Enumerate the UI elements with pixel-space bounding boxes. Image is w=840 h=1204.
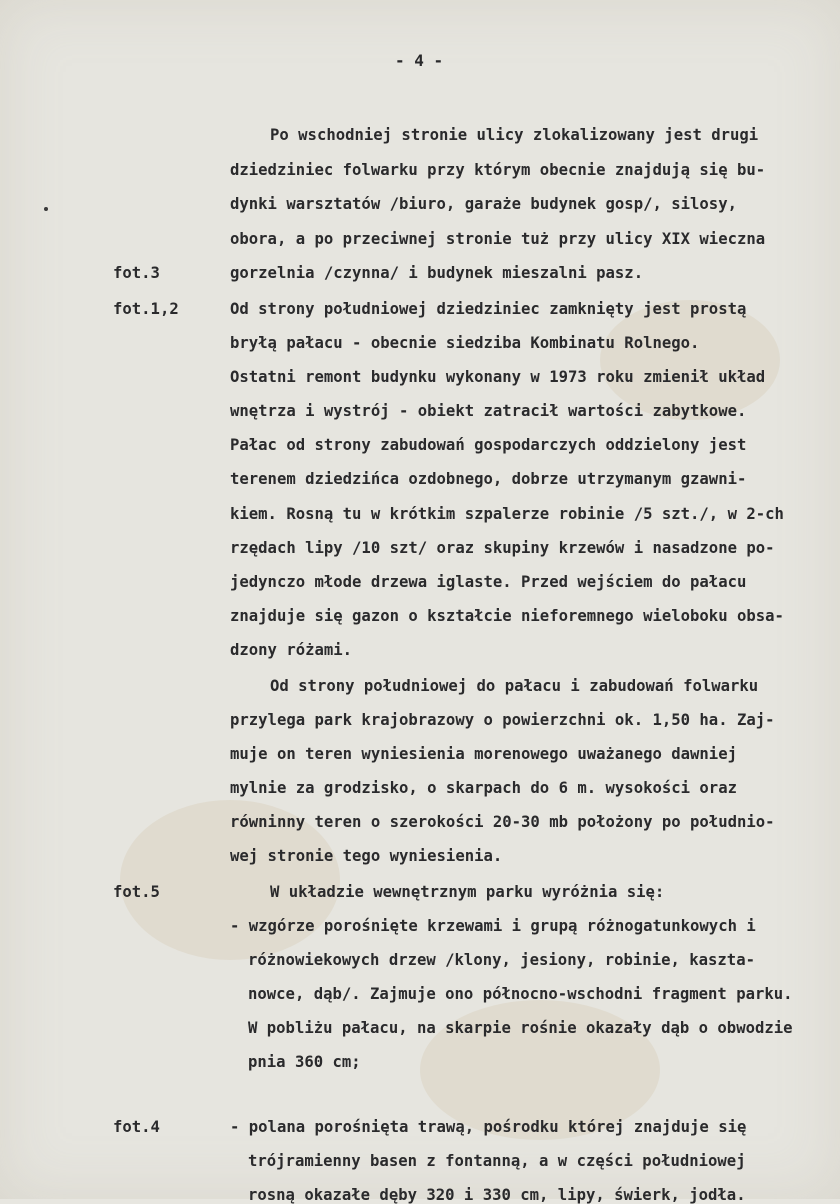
- text-line: muje on teren wyniesienia morenowego uważanego dawniej: [230, 745, 737, 763]
- margin-note-fot3: fot.3: [113, 264, 160, 282]
- text-line: kiem. Rosną tu w krótkim szpalerze robinie /5 szt./, w 2-ch: [230, 505, 784, 523]
- text-line: terenem dziedzińca ozdobnego, dobrze utrzymanym gzawni-: [230, 470, 747, 488]
- text-line: Od strony południowej do pałacu i zabudowań folwarku: [270, 677, 759, 695]
- text-line: W pobliżu pałacu, na skarpie rośnie okazały dąb o obwodzie: [248, 1019, 793, 1037]
- text-line: trójramienny basen z fontanną, a w części południowej: [248, 1152, 746, 1170]
- text-line: pnia 360 cm;: [248, 1053, 361, 1071]
- text-line: rzędach lipy /10 szt/ oraz skupiny krzewów i nasadzone po-: [230, 539, 775, 557]
- text-line: - polana porośnięta trawą, pośrodku której znajduje się: [230, 1118, 747, 1136]
- text-line: wnętrza i wystrój - obiekt zatracił wartości zabytkowe.: [230, 402, 747, 420]
- text-line: różnowiekowych drzew /klony, jesiony, robinie, kaszta-: [248, 951, 755, 969]
- margin-note-fot4: fot.4: [113, 1118, 160, 1136]
- text-line: Ostatni remont budynku wykonany w 1973 roku zmienił układ: [230, 368, 766, 386]
- margin-note-fot5: fot.5: [113, 883, 160, 901]
- text-line: Od strony południowej dziedziniec zamknięty jest prostą: [230, 300, 747, 318]
- text-line: obora, a po przeciwnej stronie tuż przy ulicy XIX wieczna: [230, 230, 766, 248]
- text-line: gorzelnia /czynna/ i budynek mieszalni pasz.: [230, 264, 644, 282]
- text-line: dynki warsztatów /biuro, garaże budynek gosp/, silosy,: [230, 195, 737, 213]
- page-number: - 4 -: [395, 51, 444, 70]
- text-line: Pałac od strony zabudowań gospodarczych oddzielony jest: [230, 436, 747, 454]
- ink-speck: [44, 207, 48, 211]
- text-line: znajduje się gazon o kształcie nieforemnego wieloboku obsa-: [230, 607, 784, 625]
- text-line: przylega park krajobrazowy o powierzchni ok. 1,50 ha. Zaj-: [230, 711, 775, 729]
- text-line: nowce, dąb/. Zajmuje ono północno-wschodni fragment parku.: [248, 985, 793, 1003]
- text-line: W układzie wewnętrznym parku wyróżnia się:: [270, 883, 665, 901]
- text-line: rosną okazałe dęby 320 i 330 cm, lipy, świerk, jodła.: [248, 1186, 746, 1204]
- margin-note-fot12: fot.1,2: [113, 300, 179, 318]
- text-line: równinny teren o szerokości 20-30 mb położony po południo-: [230, 813, 775, 831]
- text-line: Po wschodniej stronie ulicy zlokalizowany jest drugi: [270, 126, 759, 144]
- text-line: dzony różami.: [230, 641, 353, 659]
- text-line: wej stronie tego wyniesienia.: [230, 847, 503, 865]
- text-line: dziedziniec folwarku przy którym obecnie znajdują się bu-: [230, 161, 766, 179]
- text-line: jedynczo młode drzewa iglaste. Przed wejściem do pałacu: [230, 573, 747, 591]
- text-line: mylnie za grodzisko, o skarpach do 6 m. wysokości oraz: [230, 779, 737, 797]
- text-line: - wzgórze porośnięte krzewami i grupą różnogatunkowych i: [230, 917, 756, 935]
- text-line: bryłą pałacu - obecnie siedziba Kombinatu Rolnego.: [230, 334, 700, 352]
